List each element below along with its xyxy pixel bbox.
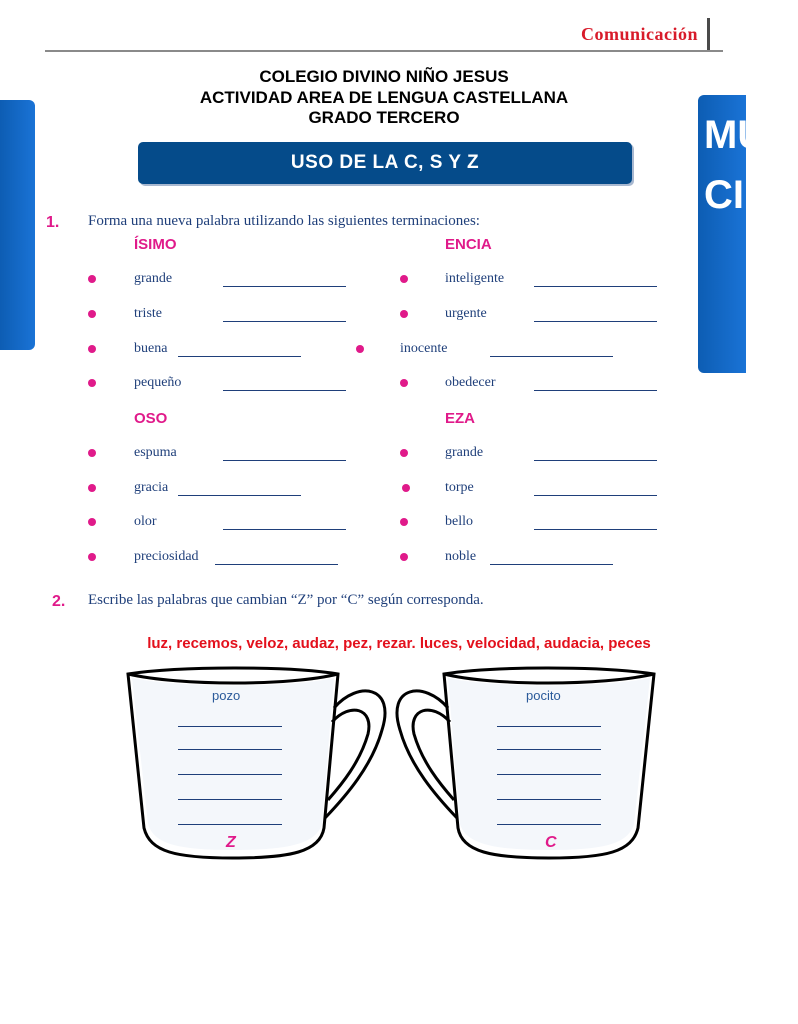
cup-right-answer-line[interactable] (497, 726, 601, 727)
bullet-icon (88, 449, 96, 457)
bullet-icon (400, 310, 408, 318)
heading-encia: ENCIA (445, 236, 492, 253)
header-rule (45, 50, 723, 52)
list-item (400, 445, 670, 465)
activity-title: ACTIVIDAD AREA DE LENGUA CASTELLANA (199, 88, 569, 107)
cup-right-answer-line[interactable] (497, 799, 601, 800)
question-2-number: 2. (52, 593, 66, 610)
list-item (400, 514, 670, 534)
bullet-icon (88, 553, 96, 561)
list-item (88, 445, 358, 465)
list-item (402, 480, 672, 500)
bullet-icon (400, 275, 408, 283)
answer-line[interactable] (178, 495, 301, 496)
list-item (88, 480, 358, 500)
bullet-icon (400, 449, 408, 457)
right-tab-text-2: CI (704, 173, 744, 217)
bullet-icon (400, 518, 408, 526)
list-item (356, 341, 626, 361)
left-side-tab (0, 100, 35, 350)
item-word: pequeño (134, 375, 182, 390)
answer-line[interactable] (223, 460, 346, 461)
item-word: olor (134, 514, 157, 529)
list-item (88, 306, 358, 326)
cup-right-answer-line[interactable] (497, 774, 601, 775)
right-side-tab (698, 95, 767, 373)
list-item (88, 549, 358, 569)
bullet-icon (88, 345, 96, 353)
cup-left-answer-line[interactable] (178, 824, 282, 825)
question-1-text: Forma una nueva palabra utilizando las siguientes terminaciones: (88, 213, 480, 229)
item-word: espuma (134, 445, 177, 460)
answer-line[interactable] (534, 495, 657, 496)
item-word: obedecer (445, 375, 496, 390)
cup-right-label: pocito (526, 688, 561, 703)
answer-line[interactable] (534, 286, 657, 287)
header-divider-bar (707, 18, 710, 50)
heading-isimo: ÍSIMO (134, 236, 177, 253)
bullet-icon (356, 345, 364, 353)
answer-line[interactable] (223, 286, 346, 287)
cup-left-answer-line[interactable] (178, 726, 282, 727)
answer-line[interactable] (178, 356, 301, 357)
item-word: noble (445, 549, 477, 564)
cup-left-answer-line[interactable] (178, 749, 282, 750)
bullet-icon (88, 310, 96, 318)
header-subject: Comunicación (580, 24, 698, 44)
answer-line[interactable] (215, 564, 338, 565)
list-item (400, 375, 670, 395)
grade-title: GRADO TERCERO (308, 108, 460, 127)
answer-line[interactable] (534, 460, 657, 461)
item-word: torpe (445, 480, 474, 495)
bullet-icon (88, 484, 96, 492)
item-word: urgente (445, 306, 487, 321)
heading-eza: EZA (445, 410, 475, 427)
cup-right-letter: C (545, 834, 557, 851)
bullet-icon (400, 553, 408, 561)
list-item (88, 341, 358, 361)
bullet-icon (88, 379, 96, 387)
cup-left-answer-line[interactable] (178, 799, 282, 800)
item-word: triste (134, 306, 162, 321)
right-tab-text-1: MU (704, 113, 767, 157)
list-item (88, 375, 358, 395)
answer-line[interactable] (534, 390, 657, 391)
cup-right-answer-line[interactable] (497, 749, 601, 750)
bullet-icon (400, 379, 408, 387)
answer-line[interactable] (223, 529, 346, 530)
item-word: inteligente (445, 271, 505, 286)
heading-oso: OSO (134, 410, 168, 427)
question-2-text: Escribe las palabras que cambian “Z” por “C” según corresponda. (88, 592, 484, 608)
list-item (400, 271, 670, 291)
item-word: inocente (400, 341, 448, 356)
cup-left-answer-line[interactable] (178, 774, 282, 775)
answer-line[interactable] (223, 321, 346, 322)
answer-line[interactable] (223, 390, 346, 391)
answer-line[interactable] (534, 321, 657, 322)
cup-left-letter: Z (226, 834, 236, 851)
answer-line[interactable] (534, 529, 657, 530)
item-word: grande (134, 271, 173, 286)
school-name: COLEGIO DIVINO NIÑO JESUS (259, 67, 509, 86)
bullet-icon (88, 275, 96, 283)
item-word: preciosidad (134, 549, 199, 564)
item-word: gracia (134, 480, 169, 495)
cup-left-label: pozo (212, 688, 241, 703)
item-word: grande (445, 445, 484, 460)
cup-right-answer-line[interactable] (497, 824, 601, 825)
list-item (88, 271, 358, 291)
question-1-number: 1. (46, 214, 60, 231)
topic-banner: USO DE LA C, S Y Z (138, 142, 632, 184)
word-bank: luz, recemos, veloz, audaz, pez, rezar. luces, velocidad, audacia, peces (147, 635, 651, 652)
list-item (400, 549, 670, 569)
answer-line[interactable] (490, 564, 613, 565)
list-item (400, 306, 670, 326)
item-word: bello (445, 514, 473, 529)
bullet-icon (88, 518, 96, 526)
list-item (88, 514, 358, 534)
bullet-icon (402, 484, 410, 492)
cup-left-illustration (120, 668, 390, 863)
answer-line[interactable] (490, 356, 613, 357)
item-word: buena (134, 341, 168, 356)
